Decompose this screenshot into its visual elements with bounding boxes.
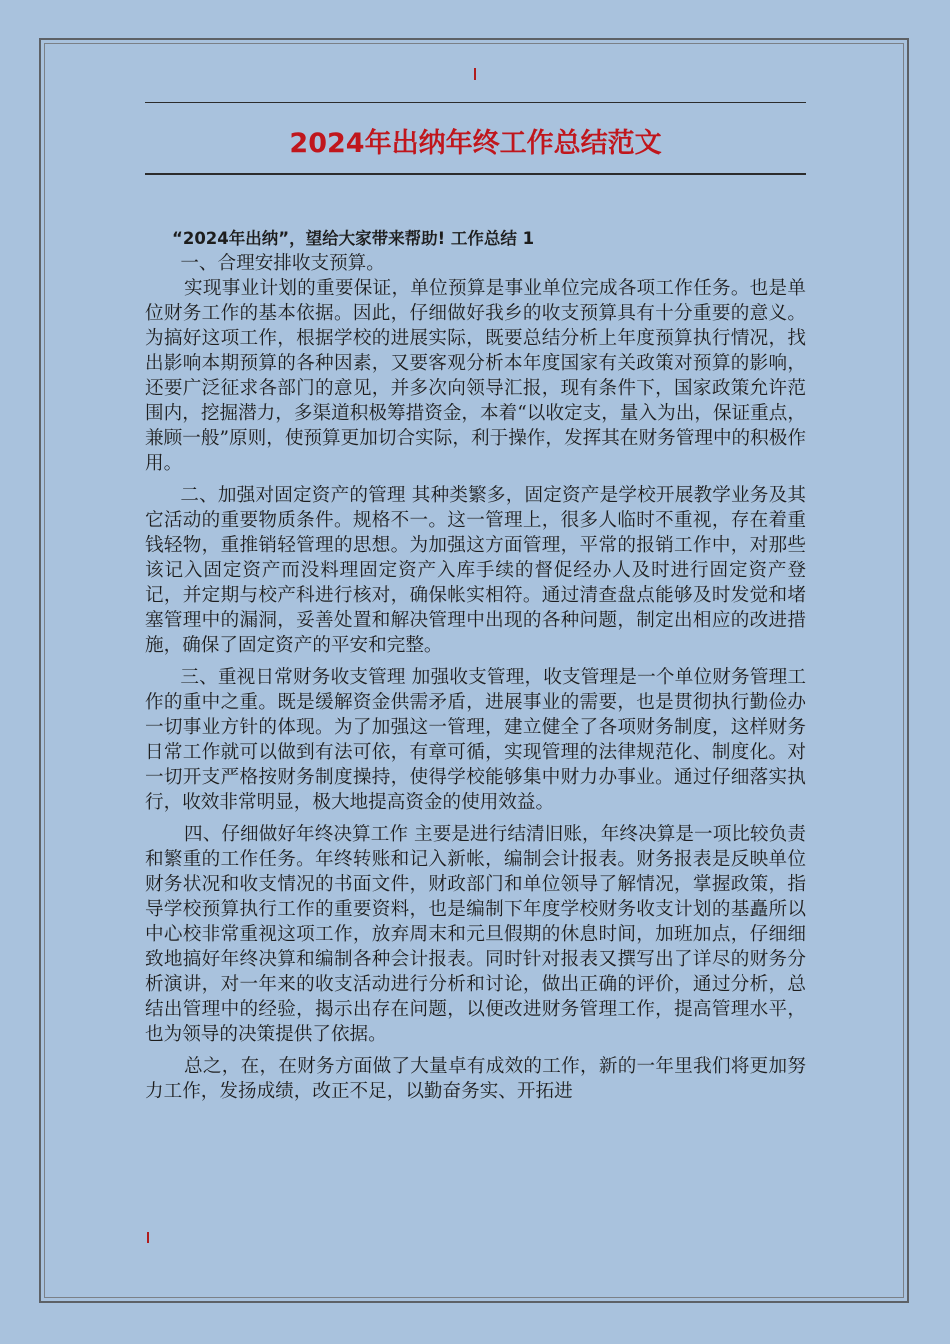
header-mark xyxy=(474,68,476,80)
title-rule xyxy=(145,173,806,175)
paragraph-2: 二、加强对固定资产的管理 其种类繁多，固定资产是学校开展教学业务及其它活动的重要物质条件。规格不一。这一管理上，很多人临时不重视，存在着重钱轻物，重推销轻管理的思想。为加强这方面管理，平常的报销工作中，对那些该记入固定资产而没料理固定资产入库手续的督促经办人及时进行固定资产登记，并定期与校产科进行核对，确保帐实相符。通过清查盘点能够及时发觉和堵塞管理中的漏洞，妥善处置和解决管理中出现的各种问题，制定出相应的改进措施，确保了固定资产的平安和完整。 xyxy=(145,485,806,656)
paragraph-1: 实现事业计划的重要保证，单位预算是事业单位完成各项工作任务。也是单位财务工作的基本依据。因此，仔细做好我乡的收支预算具有十分重要的意义。为搞好这项工作，根据学校的进展实际，既要总结分析上年度预算执行情况，找出影响本期预算的各种因素，又要客观分析本年度国家有关政策对预算的影响，还要广泛征求各部门的意见，并多次向领导汇报，现有条件下，国家政策允许范围内，挖掘潜力，多渠道积极筹措资金，本着“以收定支，量入为出，保证重点，兼顾一般”原则，使预算更加切合实际，利于操作，发挥其在财务管理中的积极作用。 xyxy=(145,278,806,474)
paragraph-3: 三、重视日常财务收支管理 加强收支管理，收支管理是一个单位财务管理工作的重中之重。既是缓解资金供需矛盾，进展事业的需要，也是贯彻执行勤俭办一切事业方针的体现。为了加强这一管理，建立健全了各项财务制度，这样财务日常工作就可以做到有法可依，有章可循，实现管理的法律规范化、制度化。对一切开支严格按财务制度操持，使得学校能够集中财力办事业。通过仔细落实执行，收效非常明显，极大地提高资金的使用效益。 xyxy=(145,667,806,813)
intro-line: “2024年出纳”，望给大家带来帮助! 工作总结 1 xyxy=(172,229,535,248)
footer-mark xyxy=(147,1232,149,1243)
paragraph-5: 总之，在，在财务方面做了大量卓有成效的工作，新的一年里我们将更加努力工作，发扬成绩，改正不足，以勤奋务实、开拓进 xyxy=(145,1056,806,1102)
section-heading-1: 一、合理安排收支预算。 xyxy=(180,253,385,274)
paragraph-4: 四、仔细做好年终决算工作 主要是进行结清旧账，年终决算是一项比较负责和繁重的工作任务。年终转账和记入新帐，编制会计报表。财务报表是反映单位财务状况和收支情况的书面文件，财政部门和单位领导了解情况，掌握政策，指导学校预算执行工作的重要资料，也是编制下年度学校财务收支计划的基矗所以中心校非常重视这项工作，放弃周末和元旦假期的休息时间，加班加点，仔细细致地搞好年终决算和编制各种会计报表。同时针对报表又撰写出了详尽的财务分析演讲，对一年来的收支活动进行分析和讨论，做出正确的评价，通过分析，总结出管理中的经验，揭示出存在问题，以便改进财务管理工作，提高管理水平，也为领导的决策提供了依据。 xyxy=(145,824,806,1045)
header-rule xyxy=(145,102,806,103)
document-body xyxy=(145,226,806,1104)
document-title: 2024年出纳年终工作总结范文 xyxy=(289,128,662,159)
